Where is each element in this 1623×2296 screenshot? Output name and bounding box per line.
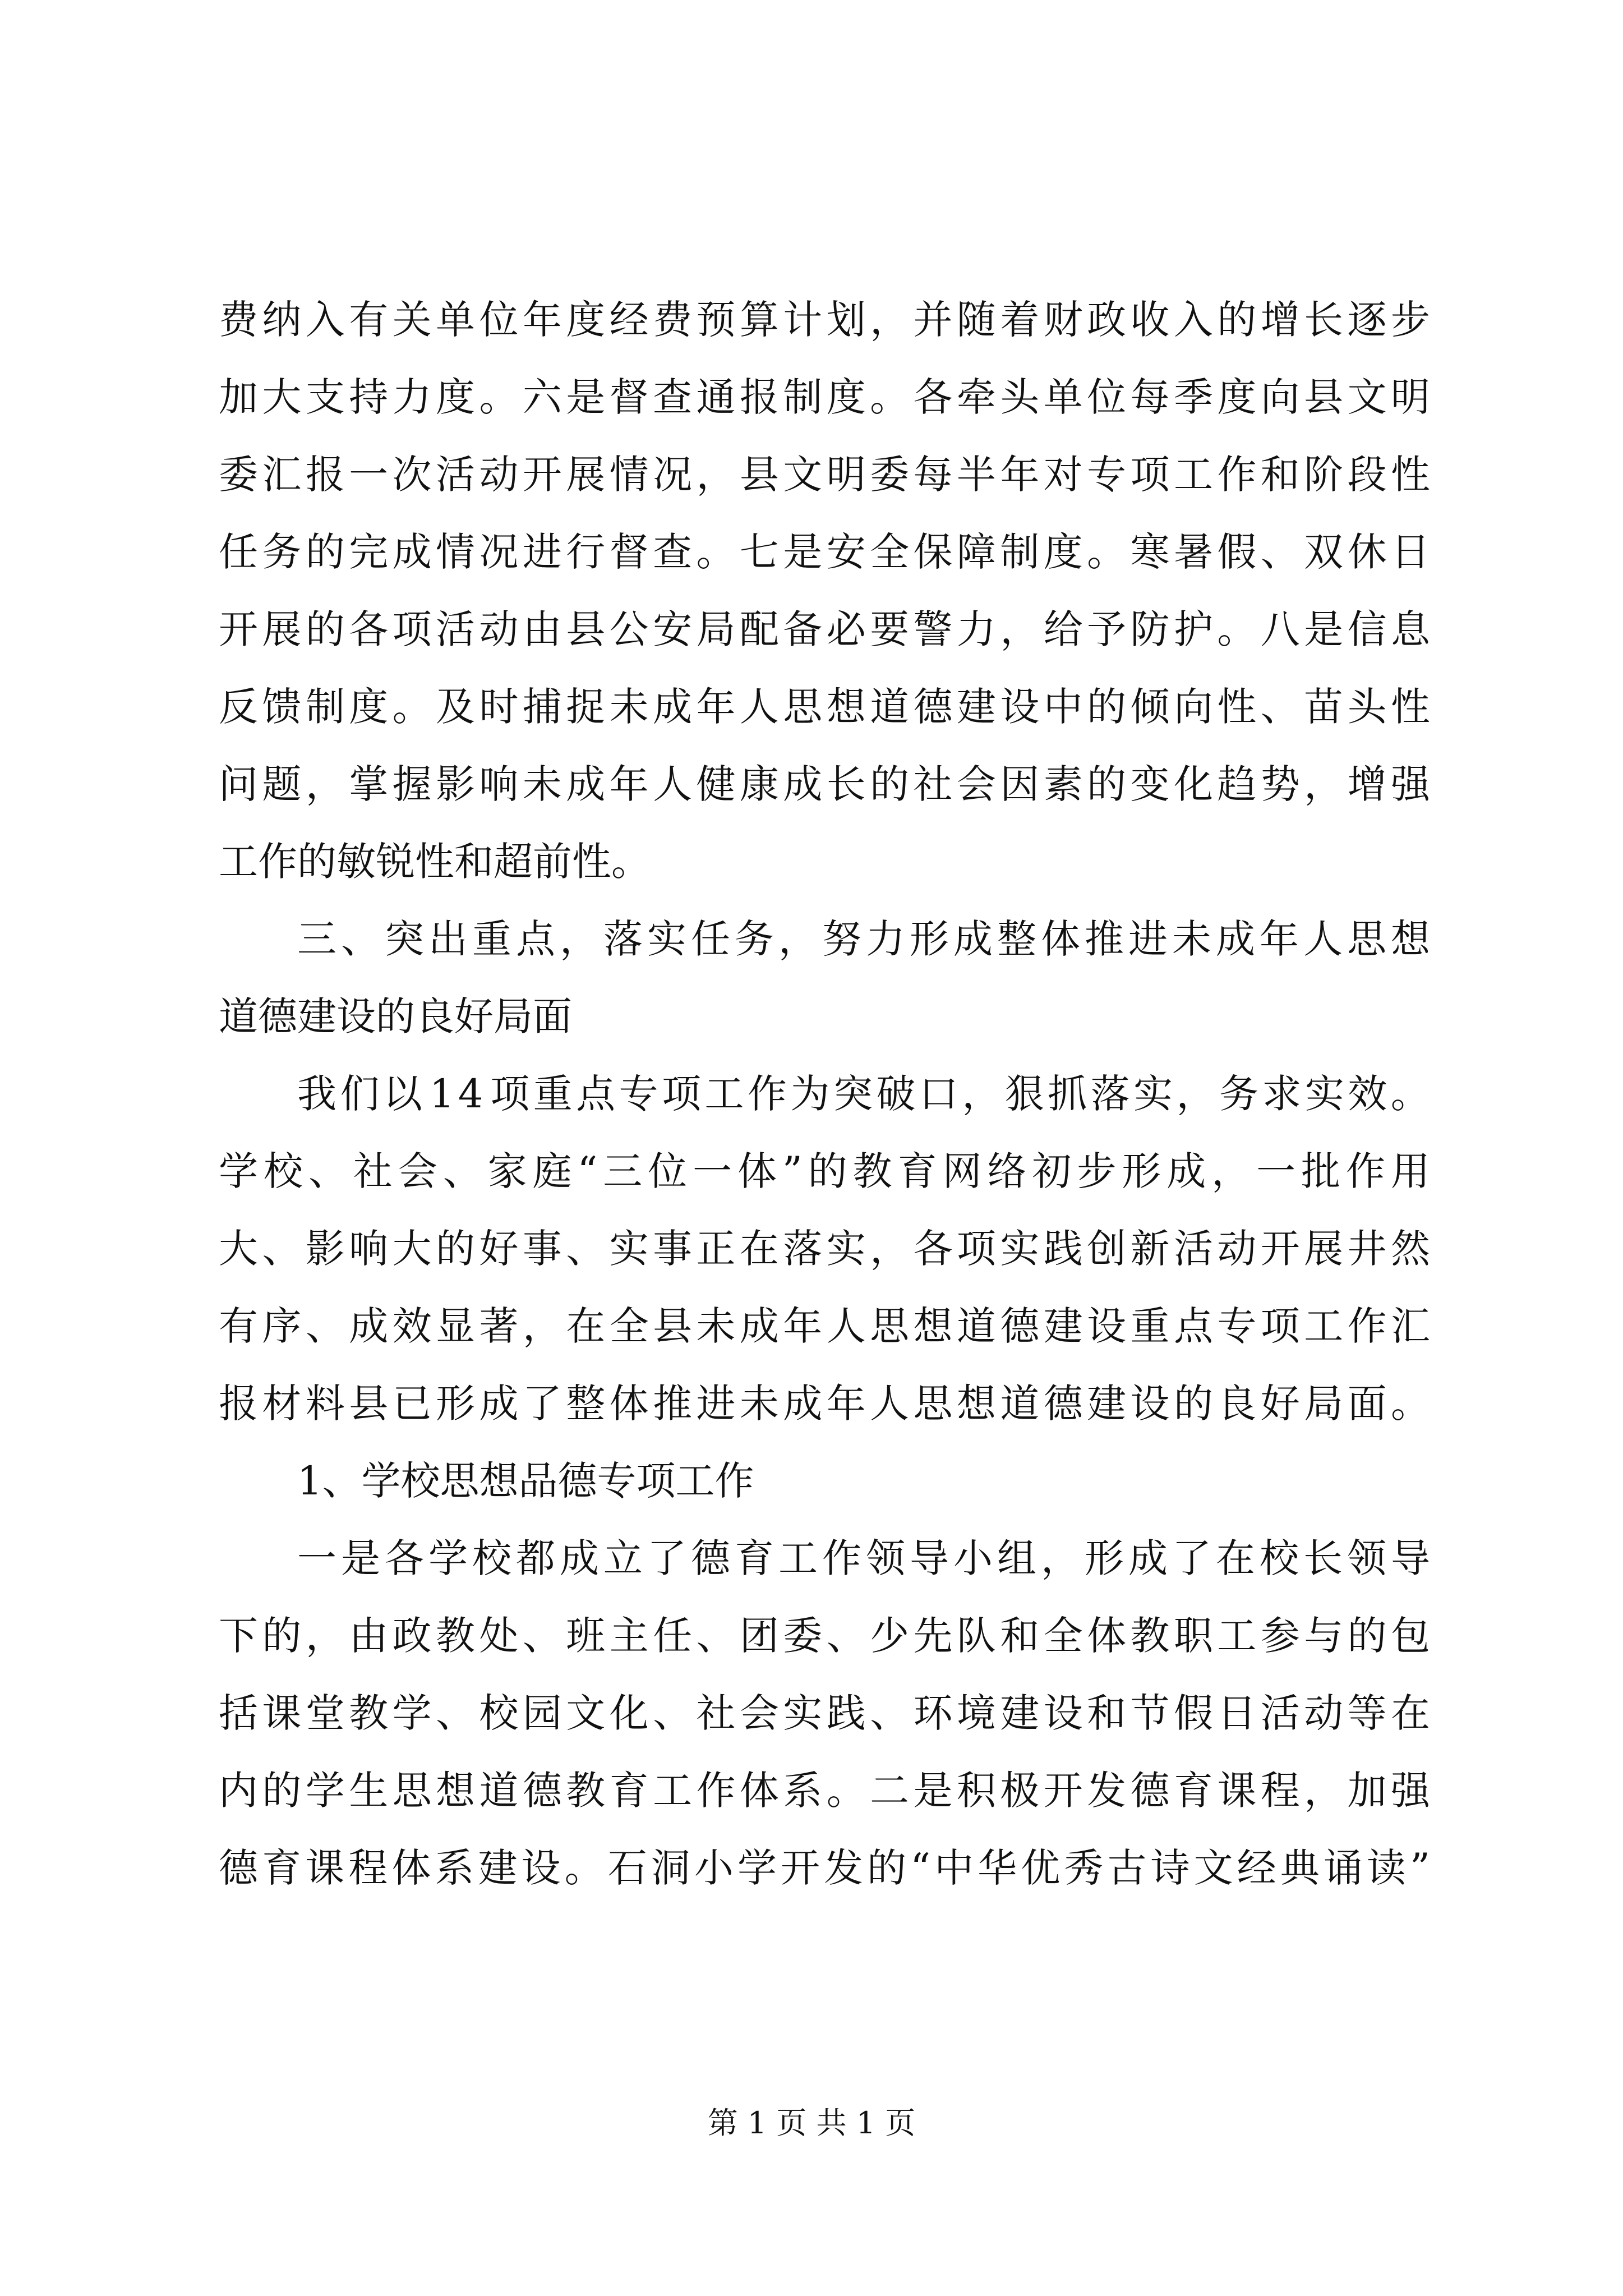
text-line: 括 课 堂 教 学 、 校 园 文 化 、 社 会 实 践 、 环 境 建 设 和 节 假 日 活 动 等 在 — [219, 1690, 1430, 1736]
text-line: 费 纳 入 有 关 单 位 年 度 经 费 预 算 计 划 ， 并 随 着 财 政 收 入 的 增 长 逐 步 — [219, 297, 1430, 343]
text-line: 下 的 ， 由 政 教 处 、 班 主 任 、 团 委 、 少 先 队 和 全 体 教 职 工 参 与 的 包 — [219, 1613, 1430, 1659]
text-line: 德 育 课 程 体 系 建 设 。 石 洞 小 学 开 发 的 “ 中 华 优 秀 古 诗 文 经 典 诵 读 ” — [219, 1845, 1430, 1891]
text-line: 大 、 影 响 大 的 好 事 、 实 事 正 在 落 实 ， 各 项 实 践 创 新 活 动 开 展 井 然 — [219, 1226, 1430, 1272]
page-footer: 第 1 页 共 1 页 — [707, 2105, 916, 2141]
text-line: 内 的 学 生 思 想 道 德 教 育 工 作 体 系 。 二 是 积 极 开 发 德 育 课 程 ， 加 强 — [219, 1768, 1430, 1814]
text-line: 任 务 的 完 成 情 况 进 行 督 查 。 七 是 安 全 保 障 制 度 。 寒 暑 假 、 双 休 日 — [219, 529, 1430, 575]
text-line: 报 材 料 县 已 形 成 了 整 体 推 进 未 成 年 人 思 想 道 德 建 设 的 良 好 局 面 。 — [219, 1381, 1430, 1427]
section-heading: 道德建设的良好局面 — [219, 993, 572, 1039]
text-line: 我 们 以 1 4 项 重 点 专 项 工 作 为 突 破 口 ， 狠 抓 落 实 ， 务 求 实 效 。 — [297, 1071, 1430, 1117]
text-line: 反 馈 制 度 。 及 时 捕 捉 未 成 年 人 思 想 道 德 建 设 中 的 倾 向 性 、 苗 头 性 — [219, 684, 1430, 730]
section-heading: 三 、 突 出 重 点 ， 落 实 任 务 ， 努 力 形 成 整 体 推 进 未 成 年 人 思 想 — [297, 916, 1430, 962]
text-line: 工作的敏锐性和超前性。 — [219, 839, 651, 885]
text-line: 问 题 ， 掌 握 影 响 未 成 年 人 健 康 成 长 的 社 会 因 素 的 变 化 趋 势 ， 增 强 — [219, 761, 1430, 807]
text-line: 加 大 支 持 力 度 。 六 是 督 查 通 报 制 度 。 各 牵 头 单 位 每 季 度 向 县 文 明 — [219, 374, 1430, 420]
text-line: 开 展 的 各 项 活 动 由 县 公 安 局 配 备 必 要 警 力 ， 给 予 防 护 。 八 是 信 息 — [219, 606, 1430, 652]
text-line: 有 序 、 成 效 显 著 ， 在 全 县 未 成 年 人 思 想 道 德 建 设 重 点 专 项 工 作 汇 — [219, 1303, 1430, 1349]
subsection-heading: 1、学校思想品德专项工作 — [297, 1458, 754, 1504]
text-line: 学 校 、 社 会 、 家 庭 “ 三 位 一 体 ” 的 教 育 网 络 初 步 形 成 ， 一 批 作 用 — [219, 1148, 1430, 1194]
text-line: 委 汇 报 一 次 活 动 开 展 情 况 ， 县 文 明 委 每 半 年 对 专 项 工 作 和 阶 段 性 — [219, 452, 1430, 498]
text-line: 一 是 各 学 校 都 成 立 了 德 育 工 作 领 导 小 组 ， 形 成 了 在 校 长 领 导 — [297, 1535, 1430, 1581]
